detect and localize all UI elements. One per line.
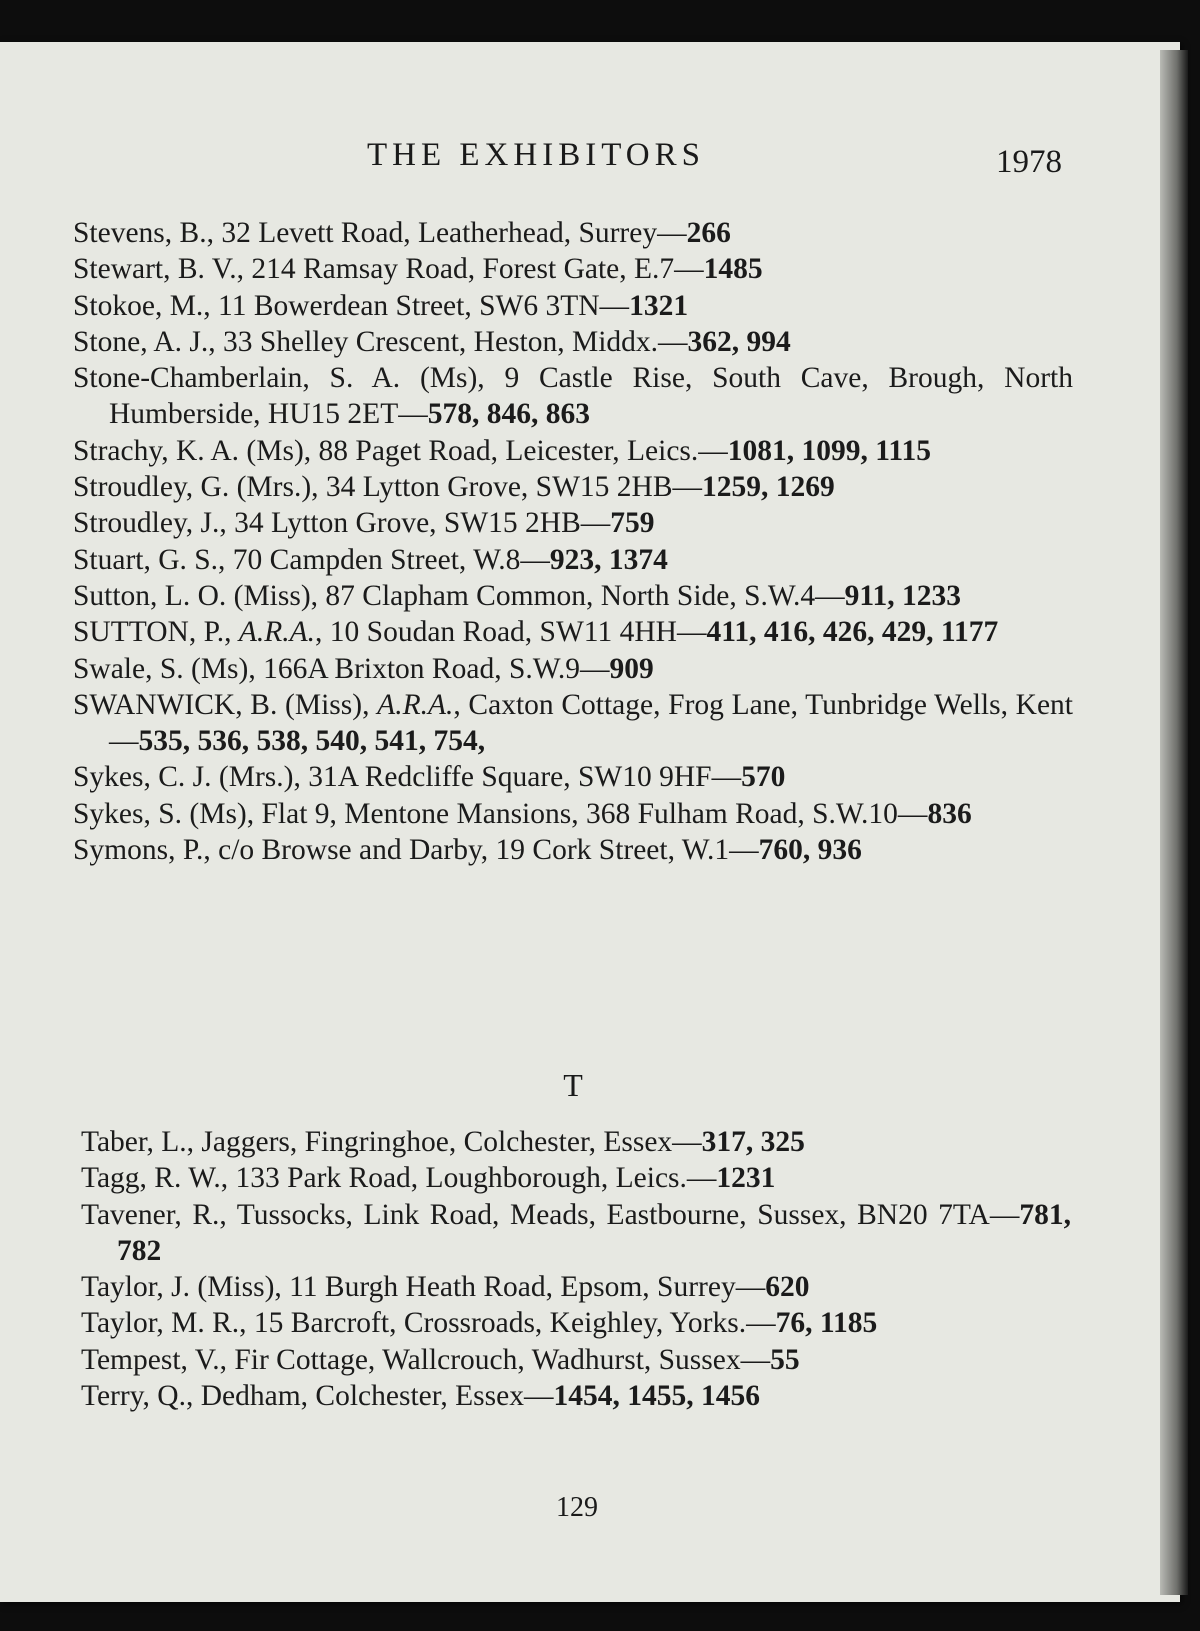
catalogue-numbers: 76, 1185 xyxy=(775,1307,878,1340)
exhibitor-entry: Strachy, K. A. (Ms), 88 Paget Road, Leicester, Leics.—1081, 1099, 1115 xyxy=(73,434,932,467)
running-header-year: 1978 xyxy=(996,144,1062,180)
catalogue-numbers: 760, 936 xyxy=(758,834,862,867)
exhibitor-entry: Taylor, M. R., 15 Barcroft, Crossroads, Keighley, Yorks.—76, 1185 xyxy=(81,1307,878,1340)
catalogue-numbers: 55 xyxy=(770,1343,800,1376)
catalogue-numbers: 909 xyxy=(609,652,654,685)
catalogue-numbers: 759 xyxy=(610,507,655,540)
catalogue-numbers: 911, 1233 xyxy=(844,579,962,612)
exhibitor-entry: Stewart, B. V., 214 Ramsay Road, Forest Gate, E.7—1485 xyxy=(73,253,763,286)
exhibitor-entry: Sykes, S. (Ms), Flat 9, Mentone Mansions, 368 Fulham Road, S.W.10—836 xyxy=(73,797,972,830)
running-header-title: THE EXHIBITORS xyxy=(367,137,705,173)
exhibitor-entry: Tavener, R., Tussocks, Link Road, Meads, Eastbourne, Sussex, BN20 7TA—781, 782 xyxy=(81,1198,1071,1267)
catalogue-numbers: 1081, 1099, 1115 xyxy=(727,434,932,467)
catalogue-numbers: 1454, 1455, 1456 xyxy=(553,1380,760,1413)
academician-title: A.R.A. xyxy=(238,616,316,649)
catalogue-numbers: 923, 1374 xyxy=(549,543,668,576)
page-edge-shadow xyxy=(1160,50,1188,1595)
exhibitor-entry: Taber, L., Jaggers, Fingringhoe, Colchester, Essex—317, 325 xyxy=(81,1126,805,1158)
catalogue-numbers: 781, 782 xyxy=(117,1198,1071,1267)
exhibitor-entry: Stone-Chamberlain, S. A. (Ms), 9 Castle Rise, South Cave, Brough, North Humberside, HU15 2ET—578, 846, 863 xyxy=(73,362,1073,431)
academician-title: A.R.A. xyxy=(377,688,454,721)
exhibitor-entry: Terry, Q., Dedham, Colchester, Essex—1454, 1455, 1456 xyxy=(81,1380,760,1413)
exhibitor-list-t xyxy=(81,1124,1071,1414)
exhibitor-entry: SWANWICK, B. (Miss), A.R.A., Caxton Cottage, Frog Lane, Tunbridge Wells, Kent—535, 536, 538, 540, 541, 754, xyxy=(73,688,1073,758)
exhibitor-list-s xyxy=(73,215,1073,868)
exhibitor-entry: Sutton, L. O. (Miss), 87 Clapham Common, North Side, S.W.4—911, 1233 xyxy=(73,579,962,612)
catalogue-numbers: 1231 xyxy=(716,1162,776,1195)
exhibitor-entry: Taylor, J. (Miss), 11 Burgh Heath Road, Epsom, Surrey—620 xyxy=(81,1271,810,1304)
section-letter-heading: T xyxy=(563,1067,583,1103)
exhibitor-entry: Stuart, G. S., 70 Campden Street, W.8—923, 1374 xyxy=(73,543,668,576)
catalogue-numbers: 535, 536, 538, 540, 541, 754, xyxy=(138,725,486,758)
catalogue-numbers: 570 xyxy=(741,761,786,794)
exhibitor-entry: Stokoe, M., 11 Bowerdean Street, SW6 3TN—1321 xyxy=(73,289,689,322)
catalogue-numbers: 578, 846, 863 xyxy=(427,398,590,431)
catalogue-numbers: 1485 xyxy=(703,253,763,286)
exhibitor-entry: Stroudley, G. (Mrs.), 34 Lytton Grove, SW15 2HB—1259, 1269 xyxy=(73,471,835,504)
page-number: 129 xyxy=(556,1492,598,1523)
catalogue-numbers: 411, 416, 426, 429, 1177 xyxy=(706,616,999,649)
catalogue-numbers: 266 xyxy=(686,217,731,249)
exhibitor-entry: Sykes, C. J. (Mrs.), 31A Redcliffe Square, SW10 9HF—570 xyxy=(73,761,786,794)
exhibitor-entry: Stroudley, J., 34 Lytton Grove, SW15 2HB—759 xyxy=(73,507,655,540)
exhibitor-entry: SUTTON, P., A.R.A., 10 Soudan Road, SW11 4HH—411, 416, 426, 429, 1177 xyxy=(73,616,999,649)
catalogue-numbers: 317, 325 xyxy=(701,1126,805,1158)
catalogue-numbers: 1321 xyxy=(629,289,689,322)
exhibitor-entry: Tempest, V., Fir Cottage, Wallcrouch, Wadhurst, Sussex—55 xyxy=(81,1343,800,1376)
catalogue-numbers: 620 xyxy=(765,1271,810,1304)
catalogue-numbers: 1259, 1269 xyxy=(702,471,835,504)
catalogue-numbers: 836 xyxy=(927,797,972,830)
catalogue-numbers: 362, 994 xyxy=(687,325,791,358)
exhibitor-entry: Stone, A. J., 33 Shelley Crescent, Heston, Middx.—362, 994 xyxy=(73,325,791,358)
exhibitor-entry: Symons, P., c/o Browse and Darby, 19 Cork Street, W.1—760, 936 xyxy=(73,834,862,867)
exhibitor-entry: Stevens, B., 32 Levett Road, Leatherhead, Surrey—266 xyxy=(73,217,731,249)
exhibitor-entry: Tagg, R. W., 133 Park Road, Loughborough, Leics.—1231 xyxy=(81,1162,776,1195)
exhibitor-entry: Swale, S. (Ms), 166A Brixton Road, S.W.9—909 xyxy=(73,652,654,685)
